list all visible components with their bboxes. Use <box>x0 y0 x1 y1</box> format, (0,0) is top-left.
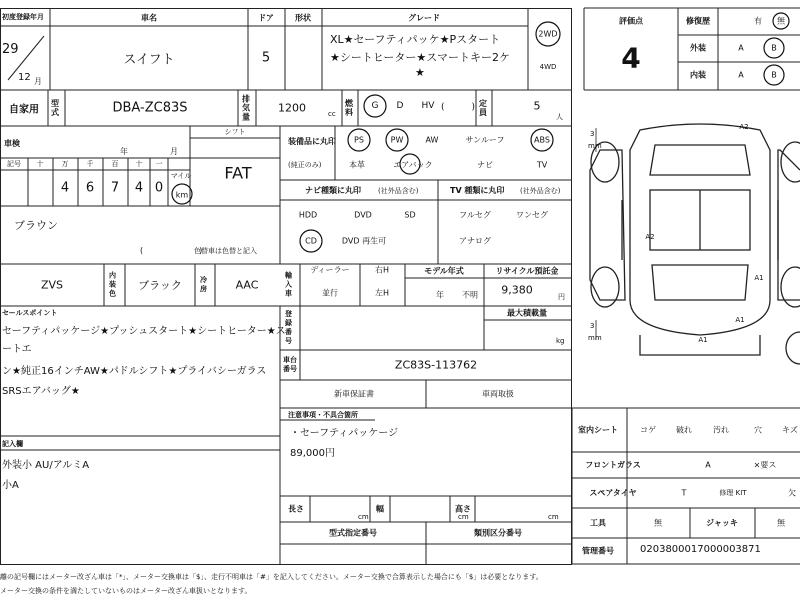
damage-mark-1: A2 <box>739 123 749 131</box>
ac-value: AAC <box>235 278 259 292</box>
tool-none: 無 <box>654 518 662 528</box>
navi-sub: (社外品含む) <box>378 187 419 195</box>
spare-t: T <box>681 488 687 498</box>
equip-abs: ABS <box>534 135 550 145</box>
color-code: ZVS <box>40 278 64 292</box>
recycle-value: 9,380 <box>501 283 533 297</box>
new-warranty: 新車保証書 <box>334 389 374 399</box>
remarks-line2: 89,000円 <box>290 448 335 459</box>
reg-year-label: 初度登録年月 <box>2 13 44 21</box>
equip-aw: AW <box>425 135 439 145</box>
equip-sunroof: サンルーフ <box>465 135 505 145</box>
jack-none: 無 <box>777 518 785 528</box>
digit-label-5: 一 <box>155 160 163 168</box>
height-cm: cm <box>548 513 559 521</box>
equip-leather: 本革 <box>349 160 365 170</box>
person-unit: 人 <box>556 113 563 121</box>
repair-yes: 有 <box>754 16 762 26</box>
mileage-digit-3: 4 <box>134 180 144 196</box>
month-suffix: 月 <box>34 77 42 86</box>
equip-navi: ナビ <box>477 160 493 170</box>
shift-value: FAT <box>224 163 252 183</box>
seat-stain: 汚れ <box>713 425 729 435</box>
doors-label: ドア <box>258 13 274 23</box>
model-code: DBA-ZC83S <box>112 100 188 116</box>
navi-cd: CD <box>305 236 317 246</box>
chassis-number: ZC83S-113762 <box>394 358 478 372</box>
damage-mark-5: A1 <box>698 336 708 344</box>
inspector-line1: 外装小 AU/アルミA <box>2 460 90 471</box>
equip-airbag: エアバック <box>393 160 433 170</box>
fuel-label: 燃料 <box>345 99 353 117</box>
drive-4wd: 4WD <box>539 63 557 71</box>
dim-3-bottom: 3 <box>590 322 595 330</box>
equip-ps: PS <box>354 135 364 145</box>
dim-mm-bottom: mm <box>588 334 602 342</box>
windshield-label: フロントガラス <box>585 460 641 470</box>
mgmt-number: 0203800017000003871 <box>640 544 761 555</box>
mile-unit: マイル <box>170 172 192 180</box>
mileage-digit-0: 4 <box>60 180 70 196</box>
selling-label: セールスポイント <box>2 309 58 317</box>
body-color: ブラウン <box>14 219 58 232</box>
model-year-label: モデル年式 <box>424 266 464 276</box>
shift-label: シフト <box>224 128 246 136</box>
seat-burn: コゲ <box>640 425 656 435</box>
reg-year: 29 <box>2 42 19 57</box>
exterior-b: B <box>771 43 777 53</box>
height-label: 高さ <box>455 504 471 514</box>
import-parallel: 並行 <box>322 288 338 298</box>
digit-label-3: 百 <box>111 160 119 168</box>
fuel-paren: ( ) <box>440 102 476 113</box>
import-right: 右H <box>374 265 390 275</box>
navi-dvd: DVD <box>354 210 372 220</box>
chassis-label: 車台番号 <box>283 356 297 373</box>
shaken-label: 車検 <box>4 139 20 148</box>
inspector-line2: 小A <box>2 480 19 491</box>
equipment-label: 装備品に丸印 <box>288 137 336 146</box>
color-note: 色替車は色替と記入 <box>194 247 257 255</box>
seat-label: 室内シート <box>578 425 618 435</box>
model-year-year: 年 <box>436 290 444 300</box>
interior-color-label: 内装色 <box>109 271 116 298</box>
yen-unit: 円 <box>558 293 565 301</box>
tv-oneseg: ワンセグ <box>516 210 548 220</box>
equip-pw: PW <box>390 135 404 145</box>
mileage-digit-1: 6 <box>85 180 95 196</box>
seat-scratch: キズ <box>782 425 798 435</box>
navi-dvd-play: DVD 再生可 <box>341 236 387 246</box>
mileage-digit-2: 7 <box>110 180 120 196</box>
digit-label-1: 万 <box>61 160 69 168</box>
interior-label: 内装 <box>690 70 706 80</box>
grade-label: グレード <box>408 13 440 23</box>
max-load-label: 最大積載量 <box>507 308 547 318</box>
recycle-label: リサイクル預託金 <box>495 266 559 276</box>
mgmt-label: 管理番号 <box>582 546 614 556</box>
length-cm: cm <box>358 513 369 521</box>
seat-hole: 穴 <box>754 425 762 435</box>
jack-label: ジャッキ <box>706 518 738 528</box>
dim-mm-top: mm <box>588 142 602 150</box>
import-left: 左H <box>374 288 390 298</box>
tv-fullseg: フルセグ <box>459 210 491 220</box>
import-dealer: ディーラー <box>310 265 350 275</box>
vehicle-manual: 車両取扱 <box>482 389 514 399</box>
model-year-unknown: 不明 <box>462 290 478 300</box>
damage-mark-3: A1 <box>754 274 764 282</box>
interior-color: ブラック <box>138 279 182 292</box>
selling-line3: ン★純正16インチAW★パドルシフト★プライバシーガラス <box>2 366 267 377</box>
mileage-digit-4: 0 <box>154 180 164 196</box>
km-unit: km <box>175 190 189 200</box>
dim-3-top: 3 <box>590 130 595 138</box>
displacement-label: 排気量 <box>242 94 250 122</box>
damage-mark-4: A1 <box>735 316 745 324</box>
type-number-label: 型式指定番号 <box>329 528 377 538</box>
navi-label: ナビ種類に丸印 <box>305 186 361 195</box>
digit-label-2: 千 <box>86 160 94 168</box>
selling-line2: ートエ <box>2 344 32 355</box>
navi-sd: SD <box>404 210 416 220</box>
color-paren: ( ) <box>140 246 203 255</box>
footer-line1: 離の記号欄にはメーター改ざん車は「*」、メーター交換車は「$」、走行不明車は「#」を記入してください。メーター交換で合算表示した場合にも「$」は必要となります。 <box>0 573 543 581</box>
windshield-need: ×要ス <box>753 460 777 470</box>
spare-none: 欠 <box>788 488 796 498</box>
fuel-g: G <box>371 101 379 111</box>
selling-line1: セーフティパッケージ★プッシュスタート★シートヒーター★ス <box>2 326 286 337</box>
tv-sub: (社外品含む) <box>520 187 561 195</box>
repair-label: 修復歴 <box>686 16 710 26</box>
grade-line2: ★シートヒーター★スマートキー2ケ <box>330 51 511 64</box>
doors: 5 <box>261 50 271 66</box>
width-cm: cm <box>458 513 469 521</box>
score-value: 4 <box>621 41 641 75</box>
tv-analog: アナログ <box>459 236 491 246</box>
fuel-d: D <box>396 101 404 111</box>
tool-label: 工具 <box>590 518 606 528</box>
equipment-sub: (純正のみ) <box>288 161 322 169</box>
damage-mark-2: A2 <box>645 233 655 241</box>
seat-tear: 破れ <box>676 425 692 435</box>
interior-a: A <box>738 70 744 80</box>
ac-label: 冷房 <box>200 276 207 293</box>
registration-label: 登録番号 <box>285 310 292 345</box>
import-label: 輸入車 <box>285 271 292 298</box>
grade-line3: ★ <box>415 66 425 79</box>
shape-label: 形状 <box>295 13 311 23</box>
mileage-label: 記号 <box>7 160 21 168</box>
navi-hdd: HDD <box>298 210 318 220</box>
use-type: 自家用 <box>9 104 39 116</box>
spare-kit: 修理 KIT <box>719 489 747 497</box>
inspector-label: 記入欄 <box>2 440 23 448</box>
digit-label-0: 十 <box>36 160 44 168</box>
windshield-a: A <box>705 460 711 470</box>
drive-2wd: 2WD <box>538 29 558 39</box>
class-number-label: 類別区分番号 <box>474 528 522 538</box>
capacity: 5 <box>533 99 541 113</box>
length-label: 長さ <box>288 504 304 514</box>
footer-line2: メーター交換の条件を満たしていないものはメーター改ざん車扱いとなります。 <box>0 587 252 595</box>
car-name: スイフト <box>123 52 175 68</box>
repair-no: 無 <box>777 16 785 26</box>
exterior-a: A <box>738 43 744 53</box>
fuel-hv: HV <box>421 101 435 111</box>
exterior-label: 外装 <box>690 43 706 53</box>
shaken-month: 月 <box>170 147 178 156</box>
reg-month: 12 <box>18 72 31 83</box>
equip-tv: TV <box>536 160 548 170</box>
tv-label: TV 種類に丸印 <box>450 186 505 195</box>
cc-unit: cc <box>328 110 336 118</box>
displacement: 1200 <box>278 101 306 115</box>
kg-unit: kg <box>556 337 565 345</box>
shaken-year: 年 <box>120 147 128 156</box>
selling-line4: SRSエアバッグ★ <box>2 386 80 397</box>
spare-label: スペアタイヤ <box>589 488 637 498</box>
capacity-label: 定員 <box>479 99 487 117</box>
remarks-label: 注意事項・不具合箇所 <box>288 411 358 419</box>
grade-line1: XL★セーフティパッケ★Pスタート <box>330 33 501 46</box>
interior-b: B <box>771 70 777 80</box>
remarks-line1: ・セーフティパッケージ <box>290 428 399 439</box>
car-name-label: 車名 <box>141 13 157 23</box>
model-label: 型式 <box>51 99 59 117</box>
width-label: 幅 <box>376 504 384 514</box>
digit-label-4: 十 <box>135 160 143 168</box>
score-label: 評価点 <box>619 16 643 26</box>
